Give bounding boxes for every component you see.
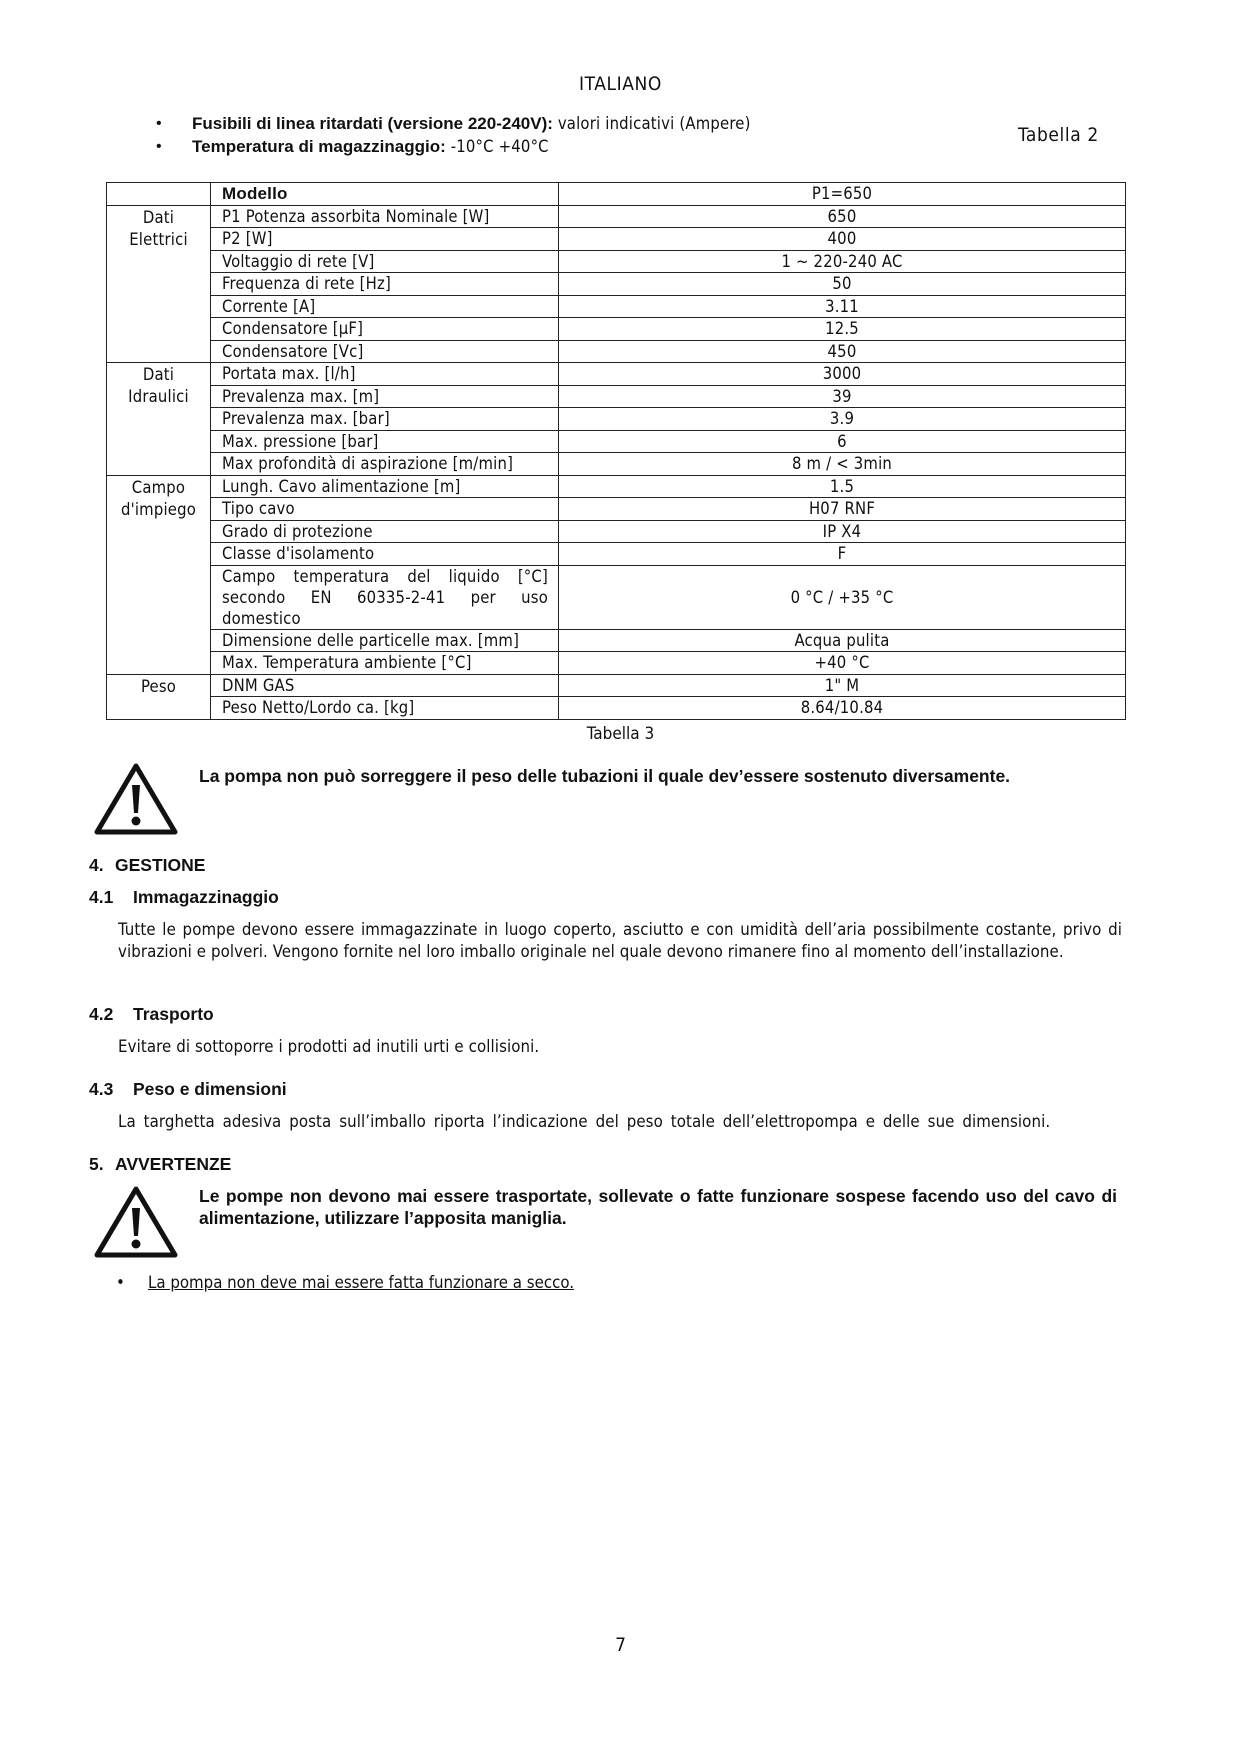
table-header-value: P1=650 bbox=[559, 183, 1126, 206]
param-cell: Grado di protezione bbox=[211, 520, 559, 543]
warning-text-pipes: La pompa non può sorreggere il peso delle tubazioni il quale dev’essere sostenuto diversamente. bbox=[199, 766, 1011, 786]
section-heading-4-3 bbox=[89, 1079, 287, 1100]
bullet-dot: • bbox=[116, 1272, 125, 1292]
intro-bullet-list bbox=[150, 112, 751, 158]
table-row bbox=[107, 498, 1126, 521]
group-label: Elettrici bbox=[129, 229, 188, 249]
table-row bbox=[107, 430, 1126, 453]
section-title: Peso e dimensioni bbox=[133, 1079, 287, 1099]
storage-paragraph: Tutte le pompe devono essere immagazzinate in luogo coperto, asciutto e con umidità dell’aria possibilmente costante, privo di vibrazioni e polveri. Vengono fornite nel loro imballo originale nel quale devono rimanere fino al momento dell’installazione. bbox=[118, 919, 1122, 961]
group-label: Dati bbox=[142, 207, 175, 227]
value-cell: 1" M bbox=[559, 674, 1126, 697]
dry-run-bullet bbox=[116, 1272, 574, 1292]
page-header: ITALIANO bbox=[579, 73, 662, 95]
group-cell-electric bbox=[107, 205, 211, 363]
bullet-fuses-value: valori indicativi (Ampere) bbox=[552, 114, 751, 133]
param-cell: Peso Netto/Lordo ca. [kg] bbox=[211, 697, 559, 720]
value-cell: 8 m / < 3min bbox=[559, 453, 1126, 476]
section-number: 4.2 bbox=[89, 1004, 114, 1024]
table-row bbox=[107, 475, 1126, 498]
section-heading-5 bbox=[89, 1154, 231, 1175]
table-row bbox=[107, 385, 1126, 408]
value-cell: H07 RNF bbox=[559, 498, 1126, 521]
table-row bbox=[107, 295, 1126, 318]
table-row bbox=[107, 543, 1126, 566]
table-row bbox=[107, 408, 1126, 431]
value-cell: 3.9 bbox=[559, 408, 1126, 431]
param-cell: Tipo cavo bbox=[211, 498, 559, 521]
group-cell-hydraulic bbox=[107, 363, 211, 476]
table-row bbox=[107, 453, 1126, 476]
dry-run-text: La pompa non deve mai essere fatta funzionare a secco. bbox=[148, 1272, 574, 1292]
table-row bbox=[107, 674, 1126, 697]
table-row bbox=[107, 318, 1126, 341]
group-label: Campo bbox=[131, 477, 186, 497]
section-title: GESTIONE bbox=[115, 855, 206, 875]
table-header-param: Modello bbox=[211, 183, 559, 206]
group-label: Dati bbox=[142, 365, 175, 384]
transport-paragraph: Evitare di sottoporre i prodotti ad inutili urti e collisioni. bbox=[118, 1036, 540, 1056]
bullet-fuses bbox=[150, 112, 751, 135]
bullet-storage-temp-value: -10°C +40°C bbox=[445, 137, 549, 156]
value-cell: 650 bbox=[559, 205, 1126, 228]
group-label: d'impiego bbox=[120, 499, 197, 519]
value-cell: 1 ~ 220-240 AC bbox=[559, 250, 1126, 273]
bullet-fuses-label: Fusibili di linea ritardati (versione 220-240V): bbox=[192, 114, 553, 133]
param-cell: Max profondità di aspirazione [m/min] bbox=[211, 453, 559, 476]
param-cell: Condensatore [µF] bbox=[211, 318, 559, 341]
param-cell: Lungh. Cavo alimentazione [m] bbox=[211, 475, 559, 498]
param-cell: Classe d'isolamento bbox=[211, 543, 559, 566]
table-header-row bbox=[107, 183, 1126, 206]
param-cell: Portata max. [l/h] bbox=[211, 363, 559, 386]
value-cell: 400 bbox=[559, 228, 1126, 251]
section-number: 4.3 bbox=[89, 1079, 114, 1099]
param-cell: P1 Potenza assorbita Nominale [W] bbox=[211, 205, 559, 228]
value-cell: 39 bbox=[559, 385, 1126, 408]
value-cell: 1.5 bbox=[559, 475, 1126, 498]
table-corner-cell bbox=[107, 183, 211, 206]
warning-triangle-icon bbox=[94, 1186, 178, 1258]
table-row bbox=[107, 340, 1126, 363]
section-number: 4.1 bbox=[89, 887, 114, 907]
value-cell: 450 bbox=[559, 340, 1126, 363]
page-number: 7 bbox=[615, 1634, 626, 1656]
param-cell: Voltaggio di rete [V] bbox=[211, 250, 559, 273]
param-cell: Prevalenza max. [m] bbox=[211, 385, 559, 408]
table-row bbox=[107, 565, 1126, 629]
value-cell: 12.5 bbox=[559, 318, 1126, 341]
param-cell: DNM GAS bbox=[211, 674, 559, 697]
value-cell: 3.11 bbox=[559, 295, 1126, 318]
param-cell: Corrente [A] bbox=[211, 295, 559, 318]
value-cell: 3000 bbox=[559, 363, 1126, 386]
table-row bbox=[107, 629, 1126, 652]
table-row bbox=[107, 363, 1126, 386]
param-cell: Campo temperatura del liquido [°C] secondo EN 60335-2-41 per uso domestico bbox=[211, 565, 559, 629]
section-title: Trasporto bbox=[133, 1004, 214, 1024]
param-cell: Max. pressione [bar] bbox=[211, 430, 559, 453]
table-row bbox=[107, 273, 1126, 296]
value-cell: +40 °C bbox=[559, 652, 1126, 675]
value-cell: 50 bbox=[559, 273, 1126, 296]
value-cell: 8.64/10.84 bbox=[559, 697, 1126, 720]
bullet-storage-temp-label: Temperatura di magazzinaggio: bbox=[192, 137, 446, 156]
section-heading-4-1 bbox=[89, 887, 279, 908]
param-cell: Dimensione delle particelle max. [mm] bbox=[211, 629, 559, 652]
section-number: 4. bbox=[89, 855, 104, 875]
bullet-storage-temp bbox=[150, 135, 751, 158]
table-ref-top: Tabella 2 bbox=[1018, 124, 1099, 146]
param-cell: Max. Temperatura ambiente [°C] bbox=[211, 652, 559, 675]
param-cell: P2 [W] bbox=[211, 228, 559, 251]
param-cell: Frequenza di rete [Hz] bbox=[211, 273, 559, 296]
table-row bbox=[107, 250, 1126, 273]
section-title: Immagazzinaggio bbox=[133, 887, 279, 907]
group-cell-weight bbox=[107, 674, 211, 719]
warning-triangle-icon bbox=[94, 763, 178, 835]
table-row bbox=[107, 228, 1126, 251]
value-cell: Acqua pulita bbox=[559, 629, 1126, 652]
value-cell: IP X4 bbox=[559, 520, 1126, 543]
section-number: 5. bbox=[89, 1154, 104, 1174]
param-cell: Condensatore [Vc] bbox=[211, 340, 559, 363]
value-cell: 0 °C / +35 °C bbox=[559, 565, 1126, 629]
value-cell: 6 bbox=[559, 430, 1126, 453]
table-row bbox=[107, 652, 1126, 675]
table-row bbox=[107, 697, 1126, 720]
table-row bbox=[107, 205, 1126, 228]
table-row bbox=[107, 520, 1126, 543]
table-caption: Tabella 3 bbox=[586, 724, 655, 744]
weight-dimensions-paragraph: La targhetta adesiva posta sull’imballo riporta l’indicazione del peso totale dell’elettropompa e delle sue dimensioni. bbox=[118, 1111, 1051, 1131]
warning-text-cable: Le pompe non devono mai essere trasportate, sollevate o fatte funzionare sospese facendo uso del cavo di alimentazione, utilizzare l’apposita maniglia. bbox=[199, 1186, 1117, 1228]
spec-table bbox=[106, 182, 1126, 720]
group-label: Peso bbox=[140, 676, 177, 696]
group-cell-usage bbox=[107, 475, 211, 674]
group-label: Idraulici bbox=[128, 387, 189, 406]
section-title: AVVERTENZE bbox=[115, 1154, 232, 1174]
param-cell: Prevalenza max. [bar] bbox=[211, 408, 559, 431]
section-heading-4 bbox=[89, 855, 205, 876]
value-cell: F bbox=[559, 543, 1126, 566]
section-heading-4-2 bbox=[89, 1004, 214, 1025]
